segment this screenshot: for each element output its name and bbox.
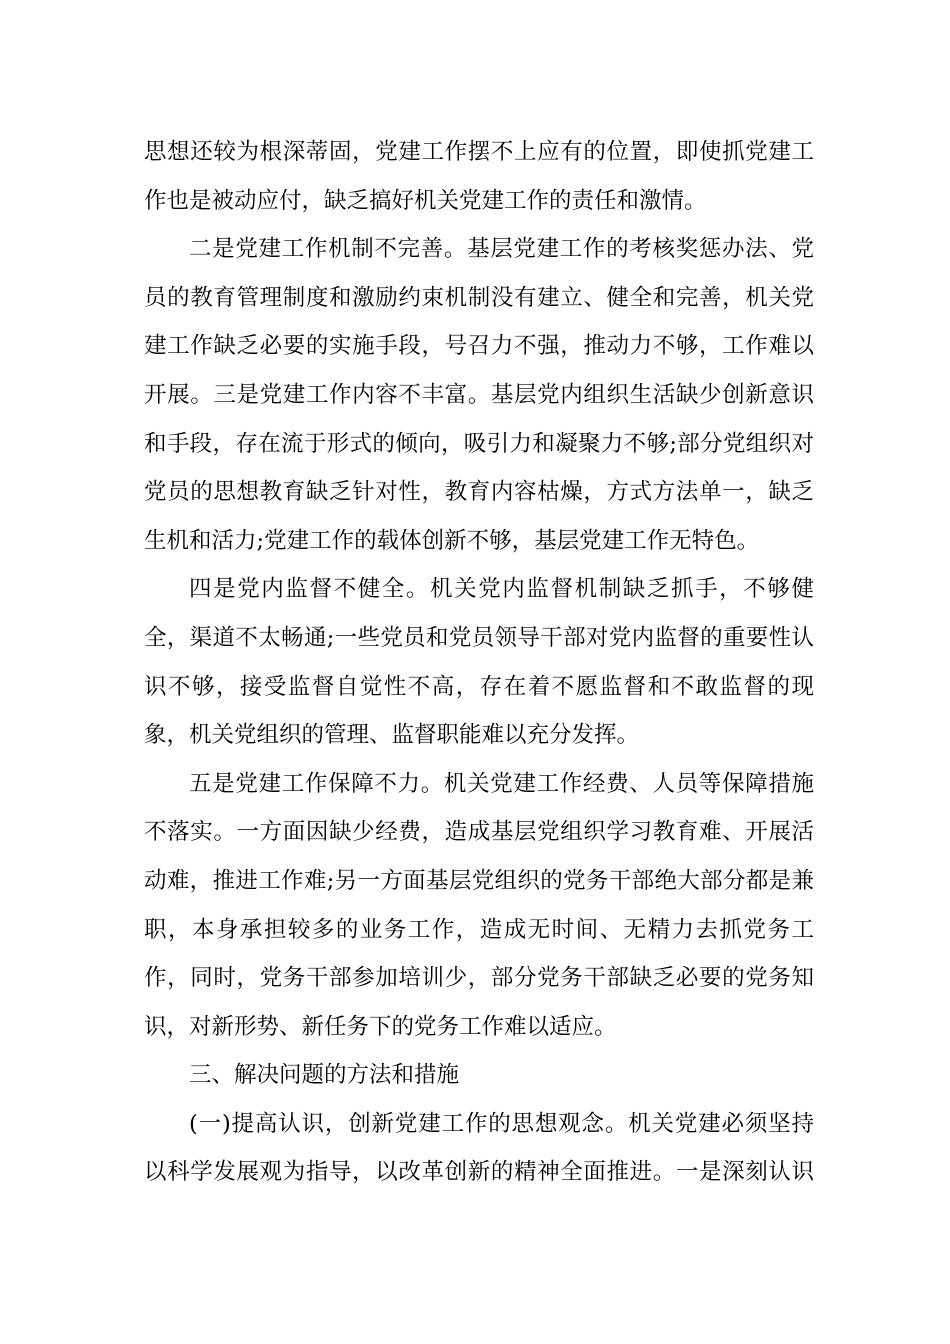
text-line: 作也是被动应付，缺乏搞好机关党建工作的责任和激情。 [144, 187, 707, 214]
text-line: 动难，推进工作难;另一方面基层党组织的党务干部绝大部分都是兼 [144, 867, 814, 894]
text-line: 作，同时，党务干部参加培训少，部分党务干部缺乏必要的党务知 [144, 965, 814, 992]
text-line: 识，对新形势、新任务下的党务工作难以适应。 [144, 1013, 617, 1040]
text-line: 党员的思想教育缺乏针对性，教育内容枯燥，方式方法单一，缺乏 [144, 479, 814, 506]
text-line: 员的教育管理制度和激励约束机制没有建立、健全和完善，机关党 [144, 284, 814, 311]
text-line: 象，机关党组织的管理、监督职能难以充分发挥。 [144, 722, 640, 749]
paragraph-start-line: 四是党内监督不健全。机关党内监督机制缺乏抓手，不够健 [189, 576, 814, 603]
paragraph-start-line: 二是党建工作机制不完善。基层党建工作的考核奖惩办法、党 [189, 236, 814, 263]
text-line: 以科学发展观为指导，以改革创新的精神全面推进。一是深刻认识 [144, 1159, 814, 1186]
text-line: 不落实。一方面因缺少经费，造成基层党组织学习教育难、开展活 [144, 819, 814, 846]
text-line: 和手段，存在流于形式的倾向，吸引力和凝聚力不够;部分党组织对 [144, 430, 814, 457]
text-line: 开展。三是党建工作内容不丰富。基层党内组织生活缺少创新意识 [144, 381, 814, 408]
text-line: 生机和活力;党建工作的载体创新不够，基层党建工作无特色。 [144, 527, 760, 554]
text-line: 全，渠道不太畅通;一些党员和党员领导干部对党内监督的重要性认 [144, 624, 814, 651]
text-line: 思想还较为根深蒂固，党建工作摆不上应有的位置，即使抓党建工 [144, 139, 814, 165]
section-heading: 三、解决问题的方法和措施 [189, 1062, 460, 1089]
text-line: 职，本身承担较多的业务工作，造成无时间、无精力去抓党务工 [144, 916, 814, 943]
paragraph-start-line: 五是党建工作保障不力。机关党建工作经费、人员等保障措施 [189, 770, 814, 797]
paragraph-start-line: (一)提高认识，创新党建工作的思想观念。机关党建必须坚持 [189, 1110, 814, 1137]
document-body [144, 128, 814, 1197]
text-line: 建工作缺乏必要的实施手段，号召力不强，推动力不够，工作难以 [144, 333, 814, 360]
text-line: 识不够，接受监督自觉性不高，存在着不愿监督和不敢监督的现 [144, 673, 814, 700]
